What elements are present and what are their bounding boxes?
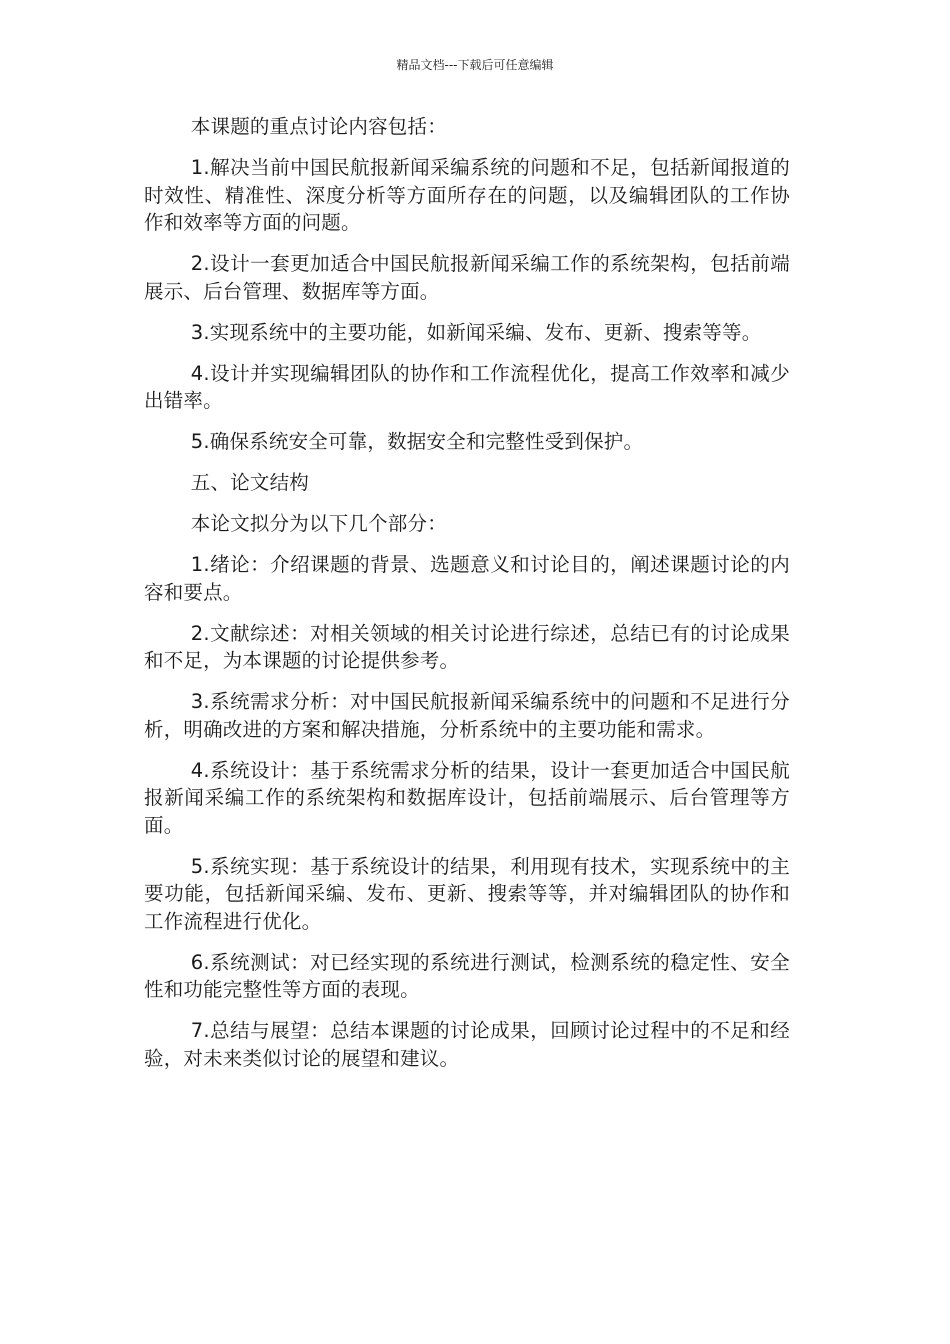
structure-item-4: 4.系统设计：基于系统需求分析的结果，设计一套更加适合中国民航报新闻采编工作的系统架构和数据库设计，包括前端展示、后台管理等方面。 [144, 758, 790, 837]
research-item-1: 1.解决当前中国民航报新闻采编系统的问题和不足，包括新闻报道的时效性、精准性、深度分析等方面所存在的问题，以及编辑团队的工作协作和效率等方面的问题。 [144, 156, 790, 234]
research-item-3: 3.实现系统中的主要功能，如新闻采编、发布、更新、搜索等等。 [190, 320, 762, 344]
research-item-2: 2.设计一套更加适合中国民航报新闻采编工作的系统架构，包括前端展示、后台管理、数据库等方面。 [144, 252, 790, 303]
structure-item-2: 2.文献综述：对相关领域的相关讨论进行综述，总结已有的讨论成果和不足，为本课题的讨论提供参考。 [144, 621, 790, 672]
section-heading: 五、论文结构 [190, 471, 309, 494]
research-item-5: 5.确保系统安全可靠，数据安全和完整性受到保护。 [190, 430, 644, 453]
page-header: 精品文档---下载后可任意编辑 [396, 58, 554, 72]
structure-item-3: 3.系统需求分析：对中国民航报新闻采编系统中的问题和不足进行分析，明确改进的方案和解决措施，分析系统中的主要功能和需求。 [144, 690, 790, 741]
research-item-4: 4.设计并实现编辑团队的协作和工作流程优化，提高工作效率和减少出错率。 [144, 361, 790, 412]
document-body [144, 113, 790, 1086]
intro-paragraph: 本课题的重点讨论内容包括： [190, 115, 447, 138]
structure-intro-paragraph: 本论文拟分为以下几个部分： [190, 512, 447, 535]
structure-item-5: 5.系统实现：基于系统设计的结果，利用现有技术，实现系统中的主要功能，包括新闻采编、发布、更新、搜索等等，并对编辑团队的协作和工作流程进行优化。 [144, 854, 790, 933]
structure-item-7: 7.总结与展望：总结本课题的讨论成果，回顾讨论过程中的不足和经验，对未来类似讨论的展望和建议。 [144, 1019, 790, 1070]
structure-item-6: 6.系统测试：对已经实现的系统进行测试，检测系统的稳定性、安全性和功能完整性等方面的表现。 [144, 950, 790, 1001]
structure-item-1: 1.绪论：介绍课题的背景、选题意义和讨论目的，阐述课题讨论的内容和要点。 [144, 553, 790, 604]
